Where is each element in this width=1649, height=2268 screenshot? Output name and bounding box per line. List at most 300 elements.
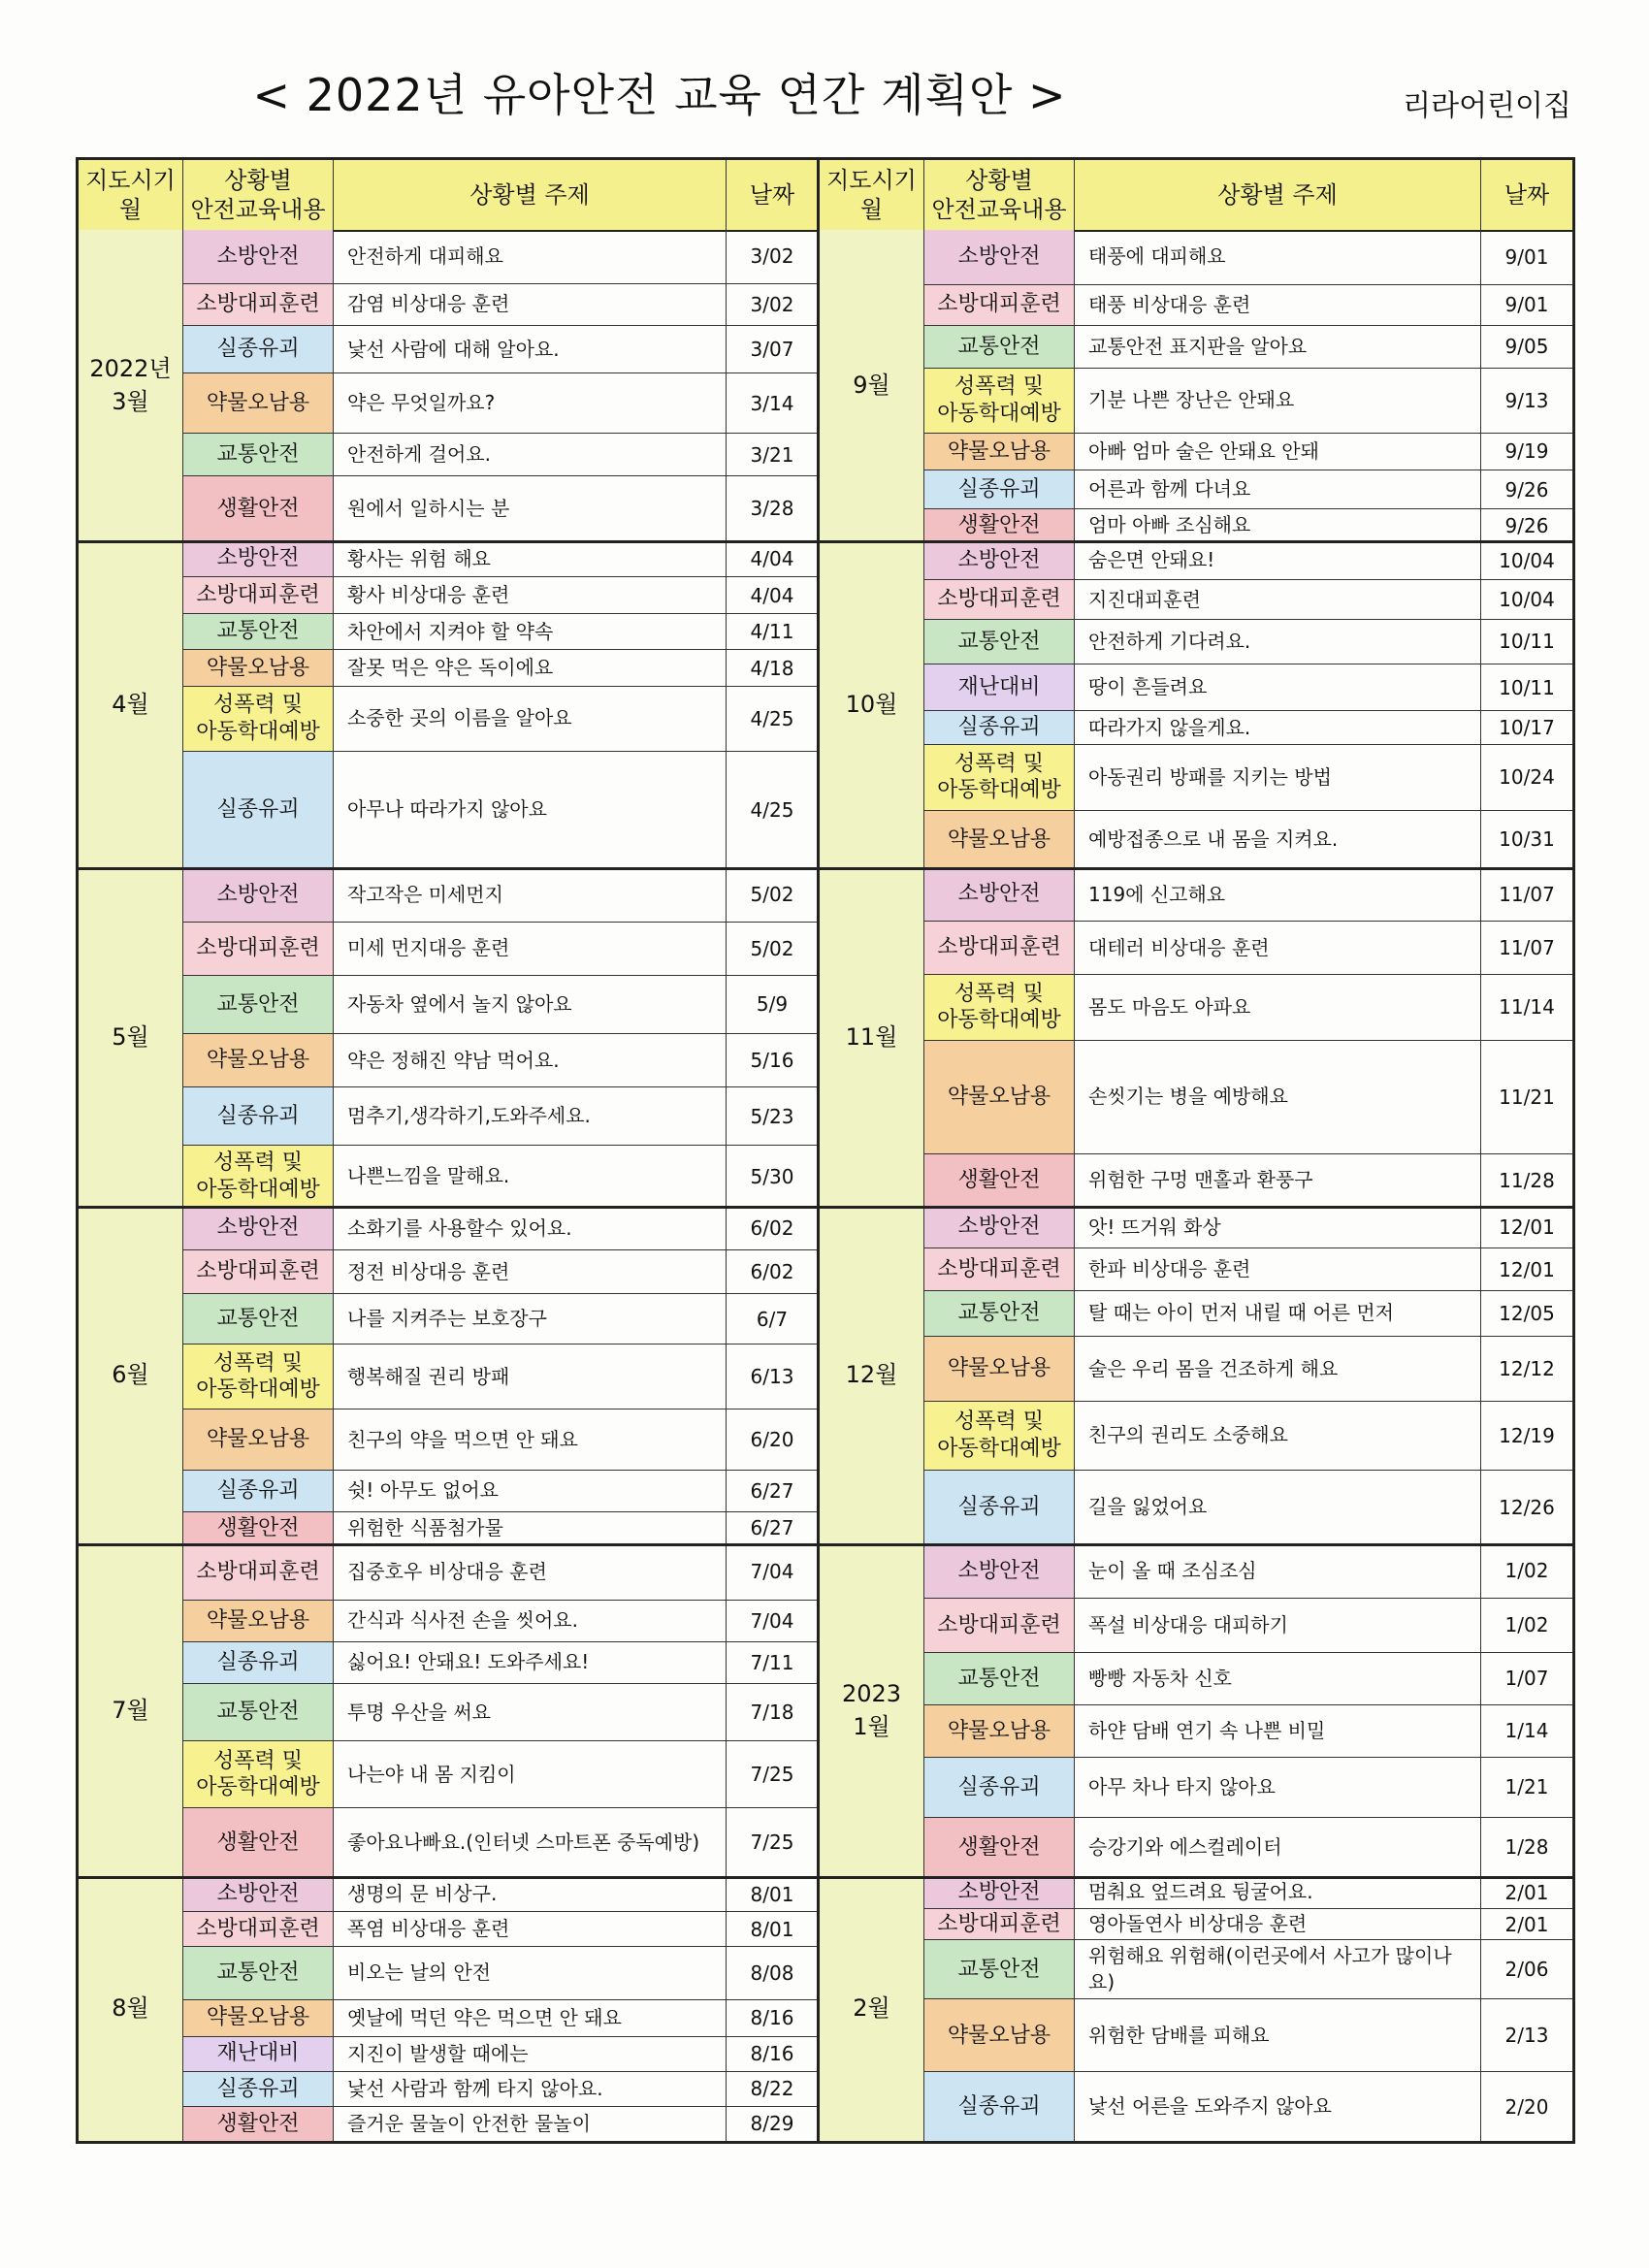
date-cell: 5/9 bbox=[756, 992, 789, 1017]
topic-cell: 몸도 마음도 아파요 bbox=[1075, 975, 1481, 1040]
table-row bbox=[183, 476, 818, 541]
category-cell: 실종유괴 bbox=[924, 1471, 1075, 1544]
table-row bbox=[924, 470, 1572, 509]
table-row bbox=[183, 1409, 818, 1471]
category-cell: 약물오남용 bbox=[183, 1601, 334, 1641]
topic-cell: 태풍 비상대응 훈련 bbox=[1075, 285, 1481, 325]
table-header-left bbox=[79, 160, 818, 232]
topic-cell: 지진대피훈련 bbox=[1075, 580, 1481, 618]
category-cell: 교통안전 bbox=[183, 1947, 334, 1999]
topic-cell: 교통안전 표지판을 알아요 bbox=[1075, 326, 1481, 368]
month-block bbox=[79, 868, 818, 1207]
category-cell: 소방안전 bbox=[183, 868, 334, 922]
table-row bbox=[183, 577, 818, 613]
topic-cell: 영아돌연사 비상대응 훈련 bbox=[1075, 1909, 1481, 1940]
category-cell: 생활안전 bbox=[924, 1818, 1075, 1877]
category-cell: 소방대피훈련 bbox=[924, 580, 1075, 618]
category-cell: 소방안전 bbox=[924, 1877, 1075, 1908]
table-row bbox=[183, 868, 818, 923]
table-row bbox=[183, 1034, 818, 1088]
table-row bbox=[924, 620, 1572, 664]
date-cell: 8/08 bbox=[750, 1960, 794, 1985]
table-row bbox=[924, 1818, 1572, 1877]
category-cell: 성폭력 및 아동학대예방 bbox=[924, 369, 1075, 433]
table-row bbox=[924, 664, 1572, 711]
col-topic-header: 상황별 주제 bbox=[334, 160, 727, 230]
date-cell: 6/27 bbox=[750, 1478, 794, 1503]
topic-cell: 빵빵 자동차 신호 bbox=[1075, 1653, 1481, 1704]
category-cell: 약물오남용 bbox=[924, 1337, 1075, 1401]
date-cell: 9/13 bbox=[1504, 388, 1549, 412]
topic-cell: 따라가지 않을게요. bbox=[1075, 711, 1481, 744]
month-block bbox=[79, 1877, 818, 2141]
month-block bbox=[820, 868, 1572, 1207]
category-cell: 교통안전 bbox=[183, 1294, 334, 1344]
topic-cell: 자동차 옆에서 놀지 않아요 bbox=[334, 976, 727, 1033]
topic-cell: 눈이 올 때 조심조심 bbox=[1075, 1544, 1481, 1598]
topic-cell: 즐거운 물놀이 안전한 물놀이 bbox=[334, 2107, 727, 2141]
category-cell: 약물오남용 bbox=[924, 1041, 1075, 1153]
month-label: 5월 bbox=[79, 868, 183, 1207]
table-row bbox=[183, 1087, 818, 1146]
table-row bbox=[924, 868, 1572, 922]
category-cell: 소방대피훈련 bbox=[924, 922, 1075, 974]
category-cell: 생활안전 bbox=[183, 1808, 334, 1877]
table-row bbox=[924, 1154, 1572, 1207]
month-label: 10월 bbox=[820, 541, 924, 868]
date-cell: 3/21 bbox=[750, 442, 794, 467]
month-block bbox=[79, 1207, 818, 1544]
date-cell: 8/29 bbox=[750, 2112, 794, 2136]
category-cell: 성폭력 및 아동학대예방 bbox=[924, 1402, 1075, 1470]
table-row bbox=[183, 752, 818, 868]
topic-cell: 술은 우리 몸을 건조하게 해요 bbox=[1075, 1337, 1481, 1401]
table-row bbox=[924, 1207, 1572, 1248]
date-cell: 3/28 bbox=[750, 497, 794, 521]
category-cell: 성폭력 및 아동학대예방 bbox=[183, 1345, 334, 1409]
page-title: < 2022년 유아안전 교육 연간 계획안 > bbox=[252, 69, 1067, 121]
category-cell: 약물오남용 bbox=[924, 1705, 1075, 1757]
date-cell: 3/07 bbox=[750, 338, 794, 362]
topic-cell: 기분 나쁜 장난은 안돼요 bbox=[1075, 369, 1481, 433]
topic-cell: 손씻기는 병을 예방해요 bbox=[1075, 1041, 1481, 1153]
month-label: 4월 bbox=[79, 541, 183, 868]
table-row bbox=[183, 650, 818, 686]
category-cell: 교통안전 bbox=[183, 434, 334, 474]
topic-cell: 숨은면 안돼요! bbox=[1075, 541, 1481, 579]
category-cell: 생활안전 bbox=[183, 2107, 334, 2141]
date-cell: 3/02 bbox=[750, 244, 794, 269]
category-cell: 생활안전 bbox=[183, 476, 334, 541]
topic-cell: 멈춰요 엎드려요 뒹굴어요. bbox=[1075, 1877, 1481, 1908]
table-row bbox=[924, 1877, 1572, 1909]
date-cell: 7/11 bbox=[750, 1650, 794, 1674]
schedule-table-left bbox=[76, 157, 821, 2144]
date-cell: 4/18 bbox=[750, 656, 794, 680]
date-cell: 10/11 bbox=[1499, 630, 1555, 654]
date-cell: 9/26 bbox=[1504, 513, 1549, 537]
date-cell: 6/7 bbox=[756, 1307, 789, 1331]
month-separator bbox=[79, 867, 818, 870]
topic-cell: 태풍에 대피해요 bbox=[1075, 230, 1481, 284]
topic-cell: 약은 정해진 약남 먹어요. bbox=[334, 1034, 727, 1087]
date-cell: 5/16 bbox=[750, 1049, 794, 1073]
topic-cell: 멈추기,생각하기,도와주세요. bbox=[334, 1087, 727, 1145]
date-cell: 2/20 bbox=[1504, 2094, 1549, 2119]
topic-cell: 차안에서 지켜야 할 약속 bbox=[334, 614, 727, 649]
table-row bbox=[183, 923, 818, 977]
category-cell: 교통안전 bbox=[183, 1684, 334, 1741]
topic-cell: 위험한 담배를 피해요 bbox=[1075, 1999, 1481, 2071]
table-row bbox=[183, 1601, 818, 1642]
category-cell: 실종유괴 bbox=[183, 752, 334, 868]
table-row bbox=[924, 541, 1572, 580]
table-row bbox=[924, 1599, 1572, 1653]
topic-cell: 친구의 권리도 소중해요 bbox=[1075, 1402, 1481, 1470]
date-cell: 12/01 bbox=[1499, 1215, 1555, 1240]
category-cell: 소방안전 bbox=[183, 1877, 334, 1911]
date-cell: 2/06 bbox=[1504, 1958, 1549, 1982]
month-label: 2022년 3월 bbox=[79, 230, 183, 541]
table-row bbox=[924, 1999, 1572, 2072]
table-row bbox=[924, 369, 1572, 434]
table-row bbox=[924, 1653, 1572, 1705]
table-row bbox=[924, 711, 1572, 745]
col-category-header: 상황별 안전교육내용 bbox=[924, 160, 1075, 230]
table-row bbox=[183, 1146, 818, 1207]
table-row bbox=[183, 1250, 818, 1294]
table-row bbox=[183, 976, 818, 1034]
topic-cell: 원에서 일하시는 분 bbox=[334, 476, 727, 541]
table-row bbox=[924, 230, 1572, 285]
category-cell: 약물오남용 bbox=[183, 650, 334, 685]
date-cell: 9/26 bbox=[1504, 477, 1549, 502]
table-row bbox=[183, 1512, 818, 1544]
school-name: 리라어린이집 bbox=[1403, 89, 1571, 123]
topic-cell: 나쁜느낌을 말해요. bbox=[334, 1146, 727, 1207]
date-cell: 6/27 bbox=[750, 1516, 794, 1540]
col-date-header: 날짜 bbox=[1504, 181, 1550, 209]
table-row bbox=[924, 1291, 1572, 1338]
date-cell: 8/16 bbox=[750, 2042, 794, 2066]
table-row bbox=[183, 614, 818, 650]
category-cell: 실종유괴 bbox=[183, 1642, 334, 1683]
topic-cell: 행복해질 권리 방패 bbox=[334, 1345, 727, 1409]
month-block bbox=[820, 541, 1572, 868]
table-row bbox=[924, 326, 1572, 369]
topic-cell: 잘못 먹은 약은 독이에요 bbox=[334, 650, 727, 685]
category-cell: 실종유괴 bbox=[924, 470, 1075, 508]
month-label: 6월 bbox=[79, 1207, 183, 1544]
category-cell: 교통안전 bbox=[924, 1653, 1075, 1704]
month-block bbox=[820, 230, 1572, 541]
table-row bbox=[924, 434, 1572, 470]
date-cell: 11/07 bbox=[1499, 936, 1555, 960]
topic-cell: 119에 신고해요 bbox=[1075, 868, 1481, 921]
month-label: 8월 bbox=[79, 1877, 183, 2141]
category-cell: 생활안전 bbox=[924, 509, 1075, 541]
date-cell: 9/01 bbox=[1504, 293, 1549, 317]
date-cell: 2/13 bbox=[1504, 2024, 1549, 2048]
date-cell: 11/21 bbox=[1499, 1085, 1555, 1109]
date-cell: 7/18 bbox=[750, 1701, 794, 1725]
date-cell: 11/07 bbox=[1499, 883, 1555, 907]
category-cell: 약물오남용 bbox=[183, 373, 334, 433]
category-cell: 교통안전 bbox=[924, 620, 1075, 664]
date-cell: 5/02 bbox=[750, 883, 794, 907]
topic-cell: 집중호우 비상대응 훈련 bbox=[334, 1544, 727, 1600]
month-block bbox=[820, 1207, 1572, 1544]
date-cell: 2/01 bbox=[1504, 1880, 1549, 1904]
date-cell: 4/25 bbox=[750, 706, 794, 730]
table-row bbox=[924, 1705, 1572, 1758]
topic-cell: 어른과 함께 다녀요 bbox=[1075, 470, 1481, 508]
topic-cell: 아빠 엄마 술은 안돼요 안돼 bbox=[1075, 434, 1481, 470]
category-cell: 약물오남용 bbox=[183, 1034, 334, 1087]
topic-cell: 승강기와 에스컬레이터 bbox=[1075, 1818, 1481, 1877]
category-cell: 소방안전 bbox=[924, 1544, 1075, 1598]
date-cell: 7/04 bbox=[750, 1560, 794, 1584]
topic-cell: 안전하게 기다려요. bbox=[1075, 620, 1481, 664]
topic-cell: 생명의 문 비상구. bbox=[334, 1877, 727, 1911]
table-row bbox=[183, 230, 818, 284]
table-row bbox=[924, 1544, 1572, 1599]
topic-cell: 비오는 날의 안전 bbox=[334, 1947, 727, 1999]
table-row bbox=[183, 1947, 818, 2000]
table-row bbox=[183, 1642, 818, 1684]
date-cell: 1/28 bbox=[1504, 1835, 1549, 1860]
date-cell: 11/28 bbox=[1499, 1168, 1555, 1192]
table-row bbox=[183, 687, 818, 752]
table-row bbox=[924, 975, 1572, 1041]
date-cell: 2/01 bbox=[1504, 1912, 1549, 1936]
topic-cell: 좋아요나빠요.(인터넷 스마트폰 중독예방) bbox=[334, 1808, 727, 1877]
table-row bbox=[924, 2072, 1572, 2141]
table-row bbox=[183, 1877, 818, 1912]
table-row bbox=[183, 2000, 818, 2037]
category-cell: 교통안전 bbox=[924, 326, 1075, 368]
category-cell: 실종유괴 bbox=[183, 1471, 334, 1511]
topic-cell: 지진이 발생할 때에는 bbox=[334, 2037, 727, 2071]
topic-cell: 엄마 아빠 조심해요 bbox=[1075, 509, 1481, 541]
topic-cell: 안전하게 걸어요. bbox=[334, 434, 727, 474]
topic-cell: 소화기를 사용할수 있어요. bbox=[334, 1207, 727, 1249]
date-cell: 8/01 bbox=[750, 1917, 794, 1941]
category-cell: 실종유괴 bbox=[924, 1758, 1075, 1817]
topic-cell: 아무나 따라가지 않아요 bbox=[334, 752, 727, 868]
date-cell: 1/21 bbox=[1504, 1775, 1549, 1799]
date-cell: 12/01 bbox=[1499, 1257, 1555, 1281]
col-topic-header: 상황별 주제 bbox=[1075, 160, 1481, 230]
category-cell: 소방대피훈련 bbox=[183, 284, 334, 325]
category-cell: 재난대비 bbox=[183, 2037, 334, 2071]
topic-cell: 친구의 약을 먹으면 안 돼요 bbox=[334, 1409, 727, 1470]
date-cell: 9/01 bbox=[1504, 244, 1549, 269]
category-cell: 실종유괴 bbox=[924, 2072, 1075, 2141]
category-cell: 교통안전 bbox=[183, 976, 334, 1033]
table-row bbox=[924, 1248, 1572, 1290]
topic-cell: 안전하게 대피해요 bbox=[334, 230, 727, 283]
category-cell: 소방대피훈련 bbox=[924, 1909, 1075, 1940]
table-row bbox=[924, 509, 1572, 541]
date-cell: 4/04 bbox=[750, 583, 794, 607]
date-cell: 5/30 bbox=[750, 1164, 794, 1188]
table-row bbox=[183, 434, 818, 475]
date-cell: 12/19 bbox=[1499, 1423, 1555, 1447]
category-cell: 소방대피훈련 bbox=[183, 1912, 334, 1946]
topic-cell: 황사 비상대응 훈련 bbox=[334, 577, 727, 612]
category-cell: 소방대피훈련 bbox=[924, 1599, 1075, 1652]
category-cell: 소방대피훈련 bbox=[183, 577, 334, 612]
category-cell: 교통안전 bbox=[183, 614, 334, 649]
schedule-table-right bbox=[817, 157, 1575, 2144]
table-row bbox=[924, 580, 1572, 619]
topic-cell: 미세 먼지대응 훈련 bbox=[334, 923, 727, 976]
table-row bbox=[183, 1808, 818, 1877]
category-cell: 약물오남용 bbox=[183, 1409, 334, 1470]
table-row bbox=[183, 2037, 818, 2072]
table-row bbox=[183, 1544, 818, 1601]
month-separator bbox=[79, 1206, 818, 1209]
topic-cell: 하얀 담배 연기 속 나쁜 비밀 bbox=[1075, 1705, 1481, 1757]
topic-cell: 싫어요! 안돼요! 도와주세요! bbox=[334, 1642, 727, 1683]
date-cell: 10/04 bbox=[1499, 548, 1555, 572]
table-row bbox=[924, 1337, 1572, 1402]
topic-cell: 한파 비상대응 훈련 bbox=[1075, 1248, 1481, 1289]
month-label: 2023 1월 bbox=[820, 1544, 924, 1877]
month-separator bbox=[79, 1876, 818, 1879]
table-row bbox=[924, 1940, 1572, 1999]
topic-cell: 감염 비상대응 훈련 bbox=[334, 284, 727, 325]
table-row bbox=[183, 1207, 818, 1250]
date-cell: 10/11 bbox=[1499, 675, 1555, 699]
category-cell: 약물오남용 bbox=[924, 811, 1075, 868]
month-separator bbox=[820, 1876, 1572, 1879]
category-cell: 소방안전 bbox=[924, 541, 1075, 579]
date-cell: 10/04 bbox=[1499, 588, 1555, 612]
date-cell: 3/14 bbox=[750, 391, 794, 415]
topic-cell: 옛날에 먹던 약은 먹으면 안 돼요 bbox=[334, 2000, 727, 2036]
table-row bbox=[924, 1402, 1572, 1471]
category-cell: 소방대피훈련 bbox=[924, 1248, 1075, 1289]
topic-cell: 투명 우산을 써요 bbox=[334, 1684, 727, 1741]
month-label: 9월 bbox=[820, 230, 924, 541]
date-cell: 6/02 bbox=[750, 1260, 794, 1284]
date-cell: 5/23 bbox=[750, 1104, 794, 1128]
month-block bbox=[79, 541, 818, 868]
date-cell: 8/22 bbox=[750, 2077, 794, 2101]
category-cell: 성폭력 및 아동학대예방 bbox=[924, 745, 1075, 810]
date-cell: 9/19 bbox=[1504, 439, 1549, 464]
topic-cell: 소중한 곳의 이름을 알아요 bbox=[334, 687, 727, 751]
month-label: 12월 bbox=[820, 1207, 924, 1544]
month-separator bbox=[820, 1206, 1572, 1209]
category-cell: 성폭력 및 아동학대예방 bbox=[183, 1741, 334, 1806]
month-label: 2월 bbox=[820, 1877, 924, 2141]
month-separator bbox=[820, 867, 1572, 870]
table-row bbox=[924, 285, 1572, 326]
table-header-right bbox=[820, 160, 1572, 232]
date-cell: 8/01 bbox=[750, 1882, 794, 1906]
category-cell: 소방대피훈련 bbox=[183, 1250, 334, 1293]
topic-cell: 낯선 사람과 함께 타지 않아요. bbox=[334, 2072, 727, 2106]
category-cell: 소방안전 bbox=[183, 1207, 334, 1249]
date-cell: 1/02 bbox=[1504, 1559, 1549, 1583]
category-cell: 성폭력 및 아동학대예방 bbox=[183, 1146, 334, 1207]
date-cell: 12/26 bbox=[1499, 1495, 1555, 1519]
table-row bbox=[183, 1741, 818, 1807]
category-cell: 약물오남용 bbox=[924, 434, 1075, 470]
date-cell: 1/14 bbox=[1504, 1719, 1549, 1743]
category-cell: 소방대피훈련 bbox=[183, 1544, 334, 1600]
date-cell: 4/04 bbox=[750, 547, 794, 571]
topic-cell: 간식과 식사전 손을 씻어요. bbox=[334, 1601, 727, 1641]
category-cell: 소방대피훈련 bbox=[183, 923, 334, 976]
table-row bbox=[924, 1041, 1572, 1154]
table-row bbox=[924, 1909, 1572, 1941]
month-block bbox=[820, 1877, 1572, 2141]
col-period-header: 지도시기 월 bbox=[820, 160, 924, 230]
date-cell: 12/05 bbox=[1499, 1301, 1555, 1325]
month-block bbox=[79, 230, 818, 541]
date-cell: 4/11 bbox=[750, 620, 794, 644]
table-row bbox=[183, 541, 818, 577]
category-cell: 성폭력 및 아동학대예방 bbox=[924, 975, 1075, 1040]
table-row bbox=[924, 811, 1572, 868]
table-row bbox=[924, 1471, 1572, 1544]
table-row bbox=[183, 373, 818, 434]
table-row bbox=[183, 2072, 818, 2107]
category-cell: 교통안전 bbox=[924, 1291, 1075, 1337]
month-separator bbox=[820, 540, 1572, 543]
topic-cell: 땅이 흔들려요 bbox=[1075, 664, 1481, 710]
month-separator bbox=[79, 540, 818, 543]
topic-cell: 낯선 사람에 대해 알아요. bbox=[334, 326, 727, 373]
date-cell: 10/17 bbox=[1499, 716, 1555, 740]
col-date-header: 날짜 bbox=[749, 181, 795, 209]
table-row bbox=[183, 1684, 818, 1742]
table-row bbox=[924, 745, 1572, 811]
category-cell: 소방안전 bbox=[924, 1207, 1075, 1247]
table-row bbox=[183, 284, 818, 326]
date-cell: 12/12 bbox=[1499, 1357, 1555, 1381]
date-cell: 6/13 bbox=[750, 1365, 794, 1389]
topic-cell: 폭설 비상대응 대피하기 bbox=[1075, 1599, 1481, 1652]
topic-cell: 나는야 내 몸 지킴이 bbox=[334, 1741, 727, 1806]
date-cell: 1/07 bbox=[1504, 1667, 1549, 1691]
topic-cell: 위험한 식품첨가물 bbox=[334, 1512, 727, 1544]
topic-cell: 작고작은 미세먼지 bbox=[334, 868, 727, 922]
date-cell: 3/02 bbox=[750, 292, 794, 316]
topic-cell: 탈 때는 아이 먼저 내릴 때 어른 먼저 bbox=[1075, 1291, 1481, 1337]
category-cell: 재난대비 bbox=[924, 664, 1075, 710]
topic-cell: 나를 지켜주는 보호장구 bbox=[334, 1294, 727, 1344]
topic-cell: 황사는 위험 해요 bbox=[334, 541, 727, 576]
topic-cell: 위험해요 위험해(이런곳에서 사고가 많이나요) bbox=[1075, 1940, 1481, 1998]
table-row bbox=[183, 1912, 818, 1947]
category-cell: 소방안전 bbox=[183, 541, 334, 576]
date-cell: 10/31 bbox=[1499, 827, 1555, 852]
category-cell: 성폭력 및 아동학대예방 bbox=[183, 687, 334, 751]
month-block bbox=[79, 1544, 818, 1877]
date-cell: 6/02 bbox=[750, 1216, 794, 1241]
table-row bbox=[924, 922, 1572, 975]
category-cell: 생활안전 bbox=[924, 1154, 1075, 1207]
col-category-header: 상황별 안전교육내용 bbox=[183, 160, 334, 230]
date-cell: 7/25 bbox=[750, 1763, 794, 1787]
month-label: 7월 bbox=[79, 1544, 183, 1877]
topic-cell: 길을 잃었어요 bbox=[1075, 1471, 1481, 1544]
